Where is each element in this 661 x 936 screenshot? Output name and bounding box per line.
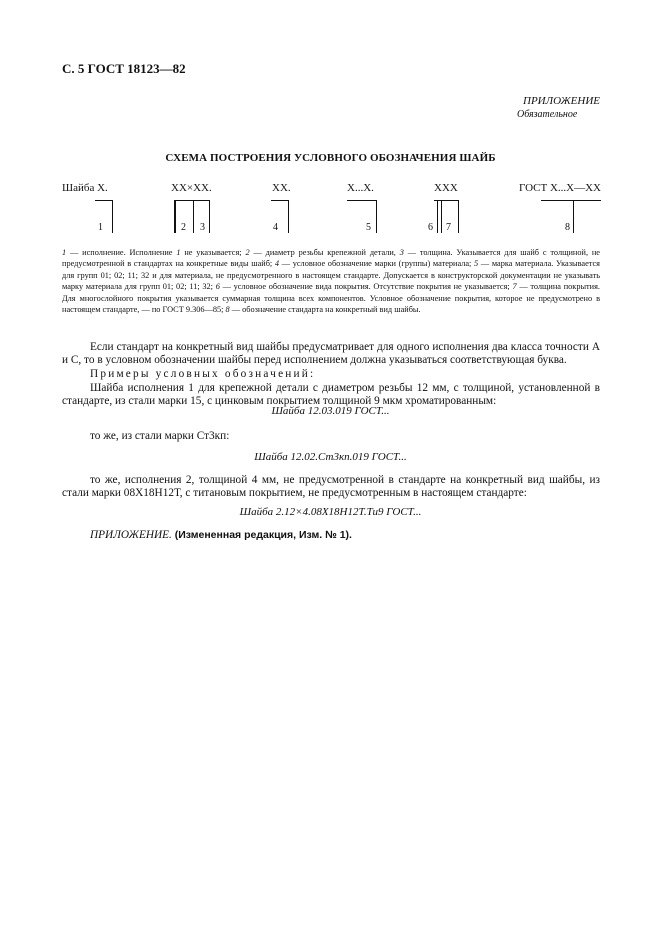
callout-number-4: 4 xyxy=(273,222,278,233)
callout-number-5: 5 xyxy=(366,222,371,233)
scheme-token-coating: XXX xyxy=(434,182,458,194)
scheme-token-material-group: XX. xyxy=(272,182,291,194)
page-header: С. 5 ГОСТ 18123—82 xyxy=(62,61,186,76)
callout-number-7: 7 xyxy=(446,222,451,233)
scheme-token-material-grade: X...X. xyxy=(347,182,374,194)
example-1-designation: Шайба 12.03.019 ГОСТ... xyxy=(271,405,390,417)
callout-number-2: 2 xyxy=(181,222,186,233)
callout-line xyxy=(573,200,574,233)
appendix-status: Обязательное xyxy=(517,109,578,120)
scheme-token-washer: Шайба Х. xyxy=(62,182,108,194)
scheme-legend: 1 — исполнение. Исполнение 1 не указывается; 2 — диаметр резьбы крепежной детали, 3 — толщина. Указывается для шайб с толщиной, не предусмотренной в стандартах на конкретные виды шайб; 4 — условное обозначение марки (группы) материала; 5 — марка материала. Указывается для групп 01; 02; 11; 32 и для материала, не предусмотренного в настоящем стандарте. Допускается в конструкторской документации не указывать марку материала для групп 01; 02; 11; 32; 6 — условное обозначение вида покрытия. Отсутствие покрытия не указывается; 7 — толщина покрытия. Для многослойного покрытия указывается суммарная толщина всех компонентов. Условное обозначение покрытия, которое не предусмотрено в настоящем стандарте, — по ГОСТ 9.306—85; 8 — обозначение стандарта на конкретный вид шайбы. xyxy=(62,248,600,315)
example-2-designation: Шайба 12.02.Ст3кп.019 ГОСТ... xyxy=(254,451,407,463)
callout-line xyxy=(95,200,113,201)
callout-line xyxy=(209,200,210,233)
appendix-title: ПРИЛОЖЕНИЕ xyxy=(523,95,600,107)
callout-number-8: 8 xyxy=(565,222,570,233)
callout-line xyxy=(458,200,459,233)
callout-line xyxy=(347,200,377,201)
callout-number-6: 6 xyxy=(428,222,433,233)
callout-number-3: 3 xyxy=(200,222,205,233)
callout-line xyxy=(271,200,289,201)
callout-line xyxy=(193,200,194,233)
callout-line xyxy=(376,200,377,233)
accuracy-class-paragraph: Если стандарт на конкретный вид шайбы предусматривает для одного исполнения два класса точности А и С, то в условном обозначении шайбы перед исполнением должна указываться соответствующая буква. xyxy=(62,341,600,367)
example-3-description: то же, исполнения 2, толщиной 4 мм, не предусмотренной в стандарте на конкретный вид шайбы, из стали марки 08Х18Н12Т, с титановым покрытием, не предусмотренным в настоящем стандарте: xyxy=(62,474,600,500)
appendix-block xyxy=(480,93,600,121)
callout-number-1: 1 xyxy=(98,222,103,233)
example-1-description: Шайба исполнения 1 для крепежной детали с диаметром резьбы 12 мм, с толщиной, установленной в стандарте, из стали марки 15, с цинковым покрытием толщиной 9 мкм хроматированным: xyxy=(62,382,600,408)
callout-line xyxy=(441,200,442,233)
callout-line xyxy=(437,200,438,233)
amendment-label: ПРИЛОЖЕНИЕ. xyxy=(90,529,172,541)
example-3-designation: Шайба 2.12×4.08Х18Н12Т.Ти9 ГОСТ... xyxy=(239,506,422,518)
amendment-note xyxy=(90,529,352,541)
amendment-text: (Измененная редакция, Изм. № 1). xyxy=(174,529,352,541)
callout-line xyxy=(541,200,601,201)
scheme-token-standard: ГОСТ Х...Х—ХХ xyxy=(519,182,601,194)
example-2-description: то же, из стали марки Ст3кп: xyxy=(90,430,230,442)
examples-heading: Примеры условных обозначений: xyxy=(90,368,316,380)
scheme-title: СХЕМА ПОСТРОЕНИЯ УСЛОВНОГО ОБОЗНАЧЕНИЯ ШАЙБ xyxy=(165,152,496,164)
callout-line xyxy=(112,200,113,233)
callout-line xyxy=(288,200,289,233)
scheme-token-diameter-thickness: XX×XX. xyxy=(171,182,212,194)
callout-line xyxy=(174,200,176,233)
callout-line xyxy=(174,200,210,201)
